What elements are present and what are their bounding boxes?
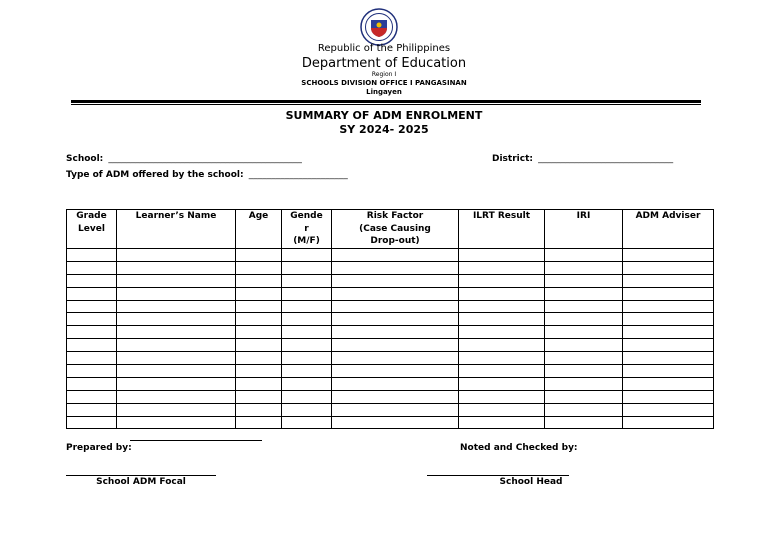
table-cell[interactable] <box>459 377 545 390</box>
table-row <box>67 403 714 416</box>
table-cell[interactable] <box>459 313 545 326</box>
table-row <box>67 249 714 262</box>
table-cell[interactable] <box>236 377 282 390</box>
table-cell[interactable] <box>623 403 714 416</box>
table-cell[interactable] <box>282 261 332 274</box>
table-cell[interactable] <box>459 326 545 339</box>
table-cell[interactable] <box>117 313 236 326</box>
table-cell[interactable] <box>459 261 545 274</box>
table-cell[interactable] <box>545 300 623 313</box>
table-cell[interactable] <box>332 274 459 287</box>
table-cell[interactable] <box>282 300 332 313</box>
table-cell[interactable] <box>117 377 236 390</box>
table-cell[interactable] <box>545 377 623 390</box>
table-cell[interactable] <box>67 339 117 352</box>
table-cell[interactable] <box>332 377 459 390</box>
table-cell[interactable] <box>117 365 236 378</box>
col-risk-factor: Risk Factor (Case Causing Drop-out) <box>332 210 459 249</box>
adm-type-label: Type of ADM offered by the school: <box>66 170 244 180</box>
city-label: Lingayen <box>366 88 402 96</box>
table-cell[interactable] <box>545 326 623 339</box>
table-cell[interactable] <box>117 403 236 416</box>
table-cell[interactable] <box>332 339 459 352</box>
table-cell[interactable] <box>459 287 545 300</box>
table-cell[interactable] <box>117 300 236 313</box>
table-row <box>67 352 714 365</box>
school-label: School: <box>66 154 104 164</box>
table-cell[interactable] <box>282 403 332 416</box>
table-cell[interactable] <box>236 365 282 378</box>
table-cell[interactable] <box>67 300 117 313</box>
col-iri: IRI <box>545 210 623 249</box>
table-cell[interactable] <box>332 300 459 313</box>
district-blank: ______________________________ <box>538 154 674 164</box>
table-cell[interactable] <box>282 326 332 339</box>
table-cell[interactable] <box>545 365 623 378</box>
col-ilrt-result: ILRT Result <box>459 210 545 249</box>
table-cell[interactable] <box>545 416 623 429</box>
table-cell[interactable] <box>545 390 623 403</box>
table-cell[interactable] <box>67 365 117 378</box>
table-cell[interactable] <box>545 249 623 262</box>
table-cell[interactable] <box>282 352 332 365</box>
table-cell[interactable] <box>332 416 459 429</box>
table-cell[interactable] <box>282 287 332 300</box>
table-cell[interactable] <box>67 390 117 403</box>
division-label: SCHOOLS DIVISION OFFICE I PANGASINAN <box>301 79 467 87</box>
table-cell[interactable] <box>117 261 236 274</box>
table-cell[interactable] <box>67 403 117 416</box>
table-cell[interactable] <box>236 274 282 287</box>
table-row <box>67 339 714 352</box>
table-cell[interactable] <box>117 352 236 365</box>
table-cell[interactable] <box>117 274 236 287</box>
table-cell[interactable] <box>67 377 117 390</box>
table-row <box>67 300 714 313</box>
table-cell[interactable] <box>282 365 332 378</box>
header-divider <box>71 100 701 103</box>
col-grade-level: Grade Level <box>67 210 117 249</box>
table-cell[interactable] <box>459 274 545 287</box>
district-field[interactable] <box>492 146 673 165</box>
header-divider-thin <box>71 104 701 105</box>
table-cell[interactable] <box>332 261 459 274</box>
table-cell[interactable] <box>67 287 117 300</box>
table-cell[interactable] <box>236 390 282 403</box>
table-cell[interactable] <box>623 249 714 262</box>
table-cell[interactable] <box>623 274 714 287</box>
table-cell[interactable] <box>117 287 236 300</box>
table-cell[interactable] <box>282 313 332 326</box>
table-cell[interactable] <box>459 300 545 313</box>
table-cell[interactable] <box>236 403 282 416</box>
table-cell[interactable] <box>545 339 623 352</box>
region-label: Region I <box>371 71 397 78</box>
table-cell[interactable] <box>332 352 459 365</box>
table-cell[interactable] <box>459 365 545 378</box>
table-cell[interactable] <box>459 352 545 365</box>
republic-label: Republic of the Philippines <box>317 43 451 54</box>
enrolment-table <box>66 209 714 429</box>
table-cell[interactable] <box>236 287 282 300</box>
table-cell[interactable] <box>459 339 545 352</box>
table-cell[interactable] <box>332 313 459 326</box>
table-row <box>67 365 714 378</box>
table-cell[interactable] <box>623 352 714 365</box>
col-learner-name: Learner’s Name <box>117 210 236 249</box>
focal-role-label: School ADM Focal <box>96 477 186 487</box>
table-cell[interactable] <box>117 339 236 352</box>
table-cell[interactable] <box>282 416 332 429</box>
table-cell[interactable] <box>332 249 459 262</box>
table-cell[interactable] <box>67 274 117 287</box>
table-row <box>67 390 714 403</box>
table-cell[interactable] <box>545 287 623 300</box>
table-cell[interactable] <box>623 287 714 300</box>
table-cell[interactable] <box>236 313 282 326</box>
table-row <box>67 313 714 326</box>
noted-by-label: Noted and Checked by: <box>460 443 578 453</box>
table-cell[interactable] <box>332 365 459 378</box>
table-cell[interactable] <box>236 249 282 262</box>
table-cell[interactable] <box>623 300 714 313</box>
table-row <box>67 416 714 429</box>
district-label: District: <box>492 154 533 164</box>
table-cell[interactable] <box>67 261 117 274</box>
table-row <box>67 287 714 300</box>
table-cell[interactable] <box>623 339 714 352</box>
head-signature-line[interactable] <box>427 475 569 476</box>
table-cell[interactable] <box>67 416 117 429</box>
table-cell[interactable] <box>545 403 623 416</box>
table-cell[interactable] <box>117 249 236 262</box>
table-cell[interactable] <box>623 416 714 429</box>
table-row <box>67 261 714 274</box>
table-cell[interactable] <box>236 326 282 339</box>
table-cell[interactable] <box>282 339 332 352</box>
school-year: SY 2024- 2025 <box>339 123 429 136</box>
table-cell[interactable] <box>67 352 117 365</box>
table-cell[interactable] <box>332 287 459 300</box>
table-cell[interactable] <box>67 249 117 262</box>
table-row <box>67 377 714 390</box>
table-cell[interactable] <box>459 416 545 429</box>
table-cell[interactable] <box>117 326 236 339</box>
table-cell[interactable] <box>459 249 545 262</box>
table-cell[interactable] <box>236 261 282 274</box>
school-blank: ___________________________________________ <box>108 154 302 164</box>
table-cell[interactable] <box>117 390 236 403</box>
col-gender: Gende r (M/F) <box>282 210 332 249</box>
table-cell[interactable] <box>545 352 623 365</box>
table-cell[interactable] <box>282 377 332 390</box>
table-cell[interactable] <box>545 274 623 287</box>
table-cell[interactable] <box>282 390 332 403</box>
table-row <box>67 274 714 287</box>
table-cell[interactable] <box>236 416 282 429</box>
adm-type-blank: ______________________ <box>248 170 348 180</box>
deped-seal-icon <box>360 8 398 46</box>
table-cell[interactable] <box>623 390 714 403</box>
prepared-by-label: Prepared by: <box>66 443 132 453</box>
table-cell[interactable] <box>67 313 117 326</box>
table-cell[interactable] <box>282 249 332 262</box>
table-cell[interactable] <box>236 352 282 365</box>
table-cell[interactable] <box>236 339 282 352</box>
table-cell[interactable] <box>459 390 545 403</box>
department-label: Department of Education <box>301 56 467 71</box>
table-cell[interactable] <box>332 403 459 416</box>
table-row <box>67 326 714 339</box>
table-cell[interactable] <box>623 313 714 326</box>
table-cell[interactable] <box>332 326 459 339</box>
table-cell[interactable] <box>236 300 282 313</box>
adm-type-field[interactable] <box>66 162 348 181</box>
table-cell[interactable] <box>545 313 623 326</box>
table-header-row <box>67 210 714 249</box>
table-cell[interactable] <box>623 365 714 378</box>
table-cell[interactable] <box>459 403 545 416</box>
table-cell[interactable] <box>332 390 459 403</box>
table-cell[interactable] <box>623 261 714 274</box>
table-cell[interactable] <box>67 326 117 339</box>
head-role-label: School Head <box>499 477 563 487</box>
col-age: Age <box>236 210 282 249</box>
table-cell[interactable] <box>623 377 714 390</box>
table-cell[interactable] <box>545 261 623 274</box>
col-adm-adviser: ADM Adviser <box>623 210 714 249</box>
form-title: SUMMARY OF ADM ENROLMENT <box>285 109 483 122</box>
table-cell[interactable] <box>282 274 332 287</box>
prepared-signature-line[interactable] <box>130 440 262 441</box>
table-cell[interactable] <box>623 326 714 339</box>
focal-signature-line[interactable] <box>66 475 216 476</box>
table-cell[interactable] <box>117 416 236 429</box>
